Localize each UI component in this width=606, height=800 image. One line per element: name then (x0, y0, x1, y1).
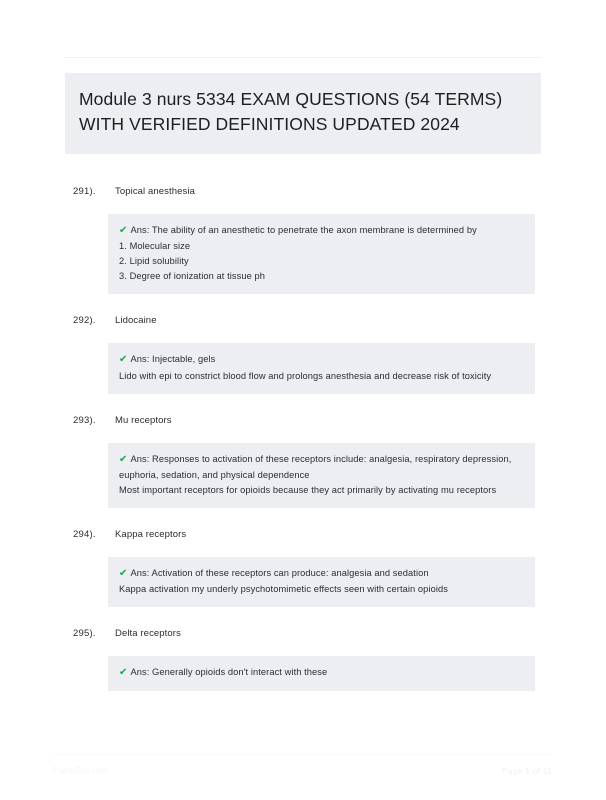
check-mark-icon: ✔ (119, 453, 128, 465)
answer-line (119, 665, 524, 681)
answer-box (108, 656, 535, 691)
answer-text: Ans: Responses to activation of these receptors include: analgesia, respiratory depression, euphoria, sedation, and physical dependence (119, 453, 512, 480)
question-number: 293). (73, 414, 96, 426)
qa-item (0, 529, 606, 607)
answer-box (108, 214, 535, 294)
question-term: Topical anesthesia (115, 186, 195, 197)
qa-item (0, 186, 606, 294)
question-term: Mu receptors (115, 414, 172, 426)
site-watermark: PaperStic.com (53, 766, 108, 775)
qa-item (0, 628, 606, 691)
answer-line: 1. Molecular size (119, 241, 191, 252)
question-number: 292). (73, 315, 96, 327)
question-term: Delta receptors (115, 628, 181, 640)
answer-text: Ans: Activation of these receptors can produce: analgesia and sedation (130, 567, 429, 578)
answer-line: Kappa activation my underly psychotomimetic effects seen with certain opioids (119, 584, 448, 595)
footer-divider (52, 754, 554, 755)
check-mark-icon: ✔ (119, 225, 128, 236)
answer-box (108, 443, 535, 508)
check-mark-icon: ✔ (119, 667, 128, 679)
question-header (73, 628, 606, 643)
answer-line: 3. Degree of ionization at tissue ph (119, 271, 266, 282)
qa-item (0, 415, 606, 508)
page-number: Page 1 of 11 (502, 766, 552, 776)
question-answer-list (0, 186, 606, 712)
answer-line (119, 452, 524, 483)
answer-text: Ans: The ability of an anesthetic to penetrate the axon membrane is determined by (130, 225, 477, 235)
page-footer (0, 754, 606, 800)
question-term: Lidocaine (115, 315, 157, 327)
question-number: 295). (73, 628, 96, 640)
answer-line (119, 223, 524, 239)
question-term: Kappa receptors (115, 528, 187, 540)
question-header (73, 415, 606, 430)
question-header (73, 186, 606, 201)
answer-line: Lido with epi to constrict blood flow and prolongs anesthesia and decrease risk of toxicity (119, 370, 492, 381)
answer-text: Ans: Generally opioids don't interact with these (130, 667, 328, 678)
question-header (73, 529, 606, 544)
question-header (73, 315, 606, 330)
answer-line (119, 566, 524, 582)
question-number: 294). (73, 528, 96, 540)
check-mark-icon: ✔ (119, 354, 128, 366)
document-title-block (65, 73, 541, 154)
header-divider (65, 57, 541, 58)
answer-line: Most important receptors for opioids because they act primarily by activating mu receptors (119, 484, 497, 495)
answer-line (119, 352, 524, 368)
answer-box (108, 557, 535, 607)
answer-line: 2. Lipid solubility (119, 256, 189, 267)
check-mark-icon: ✔ (119, 567, 128, 579)
answer-box (108, 343, 535, 393)
page-title: Module 3 nurs 5334 EXAM QUESTIONS (54 TERMS) WITH VERIFIED DEFINITIONS UPDATED 2024 (79, 89, 503, 135)
answer-text: Ans: Injectable, gels (130, 354, 216, 365)
question-number: 291). (73, 186, 96, 197)
qa-item (0, 315, 606, 393)
